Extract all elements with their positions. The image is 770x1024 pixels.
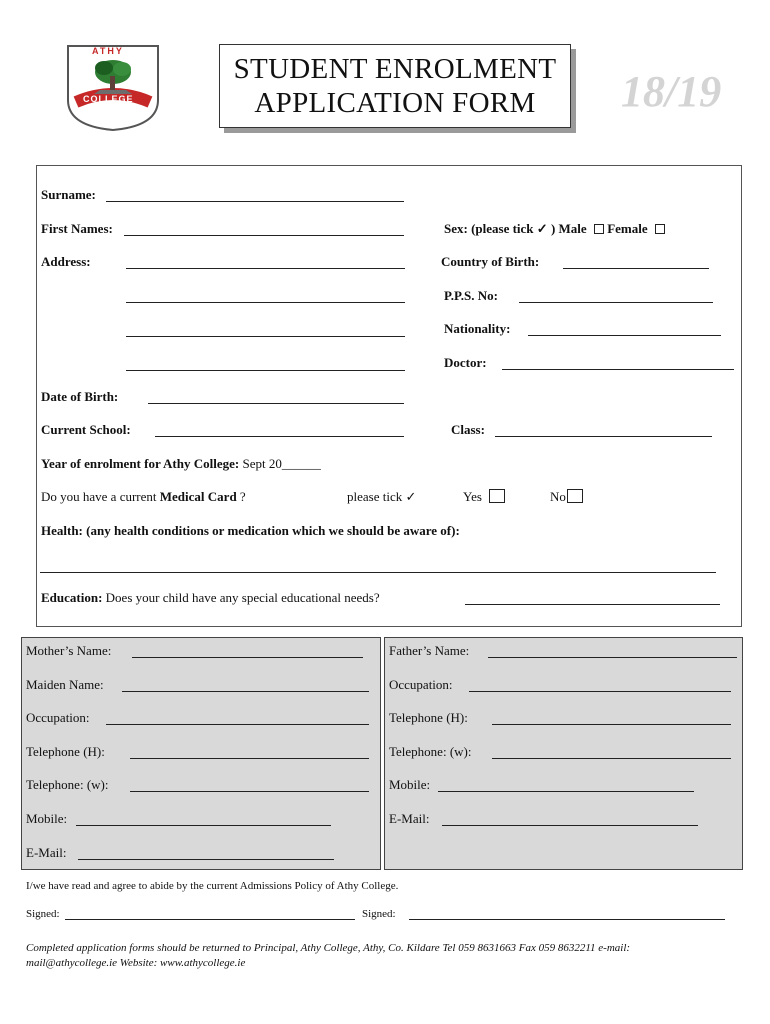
surname-field[interactable]: [106, 201, 404, 202]
address-line-3[interactable]: [126, 336, 405, 337]
father-mobile-field[interactable]: [438, 791, 694, 792]
medical-yes-checkbox[interactable]: [489, 489, 505, 503]
nationality-label: Nationality:: [444, 321, 511, 336]
mother-telephone-h-field[interactable]: [130, 758, 369, 759]
date-of-birth-label: Date of Birth:: [41, 389, 119, 404]
country-of-birth-field[interactable]: [563, 268, 709, 269]
address-label: Address:: [41, 254, 91, 269]
current-school-field[interactable]: [155, 436, 404, 437]
please-tick-label: please tick ✓: [347, 489, 417, 504]
first-names-field[interactable]: [124, 235, 404, 236]
education-question: Does your child have any special educational needs?: [102, 590, 380, 605]
pps-no-field[interactable]: [519, 302, 713, 303]
form-title-line2: APPLICATION FORM: [254, 87, 536, 119]
address-line-1[interactable]: [126, 268, 405, 269]
father-email-label: E-Mail:: [389, 811, 430, 826]
father-occupation-label: Occupation:: [389, 677, 453, 692]
medical-yes-option: [463, 489, 505, 505]
class-label: Class:: [451, 422, 485, 437]
address-line-2[interactable]: [126, 302, 405, 303]
academic-year: 18/19: [621, 67, 722, 116]
mother-occupation-label: Occupation:: [26, 710, 90, 725]
maiden-name-field[interactable]: [122, 691, 369, 692]
medical-card-question: [41, 489, 246, 505]
signed-label-2: Signed:: [362, 908, 396, 920]
medical-no-option: [550, 489, 583, 505]
father-telephone-h-field[interactable]: [492, 724, 731, 725]
female-checkbox[interactable]: [655, 224, 665, 234]
education-row: [41, 590, 380, 606]
father-name-label: Father’s Name:: [389, 643, 470, 658]
medical-no-checkbox[interactable]: [567, 489, 583, 503]
address-line-4[interactable]: [126, 370, 405, 371]
doctor-field[interactable]: [502, 369, 734, 370]
medical-card-post: ?: [236, 489, 246, 504]
return-instructions-line2: mail@athycollege.ie Website: www.athycollege.ie: [26, 957, 246, 969]
logo-top-text: ATHY: [92, 46, 124, 56]
year-of-enrolment-label: Year of enrolment for Athy College:: [41, 456, 240, 471]
signature-field-2[interactable]: [409, 919, 725, 920]
form-title-line1: STUDENT ENROLMENT: [233, 53, 557, 85]
mother-email-label: E-Mail:: [26, 845, 67, 860]
education-label: Education:: [41, 590, 103, 605]
doctor-label: Doctor:: [444, 355, 487, 370]
father-telephone-h-label: Telephone (H):: [389, 710, 468, 725]
mother-name-label: Mother’s Name:: [26, 643, 112, 658]
logo-bottom-text: COLLEGE: [83, 94, 134, 104]
sept-field[interactable]: Sept 20______: [242, 456, 321, 471]
mother-mobile-label: Mobile:: [26, 811, 68, 826]
mother-mobile-field[interactable]: [76, 825, 331, 826]
father-email-field[interactable]: [442, 825, 698, 826]
signature-field-1[interactable]: [65, 919, 355, 920]
father-occupation-field[interactable]: [469, 691, 731, 692]
father-telephone-w-label: Telephone: (w):: [389, 744, 472, 759]
medical-card-bold: Medical Card: [159, 489, 237, 504]
no-label: No: [550, 489, 566, 504]
health-label: Health: (any health conditions or medication which we should be aware of):: [41, 523, 460, 538]
nationality-field[interactable]: [528, 335, 721, 336]
education-field[interactable]: [465, 604, 720, 605]
male-checkbox[interactable]: [594, 224, 604, 234]
return-instructions-line1: Completed application forms should be returned to Principal, Athy College, Athy, Co. Kildare Tel 059 8631663 Fax 059 8632211 e-mail:: [26, 942, 631, 954]
surname-label: Surname:: [41, 187, 96, 202]
father-mobile-label: Mobile:: [389, 777, 431, 792]
form-title-box: [219, 44, 571, 128]
medical-card-pre: Do you have a current: [41, 489, 160, 504]
mother-telephone-w-field[interactable]: [130, 791, 369, 792]
country-of-birth-label: Country of Birth:: [441, 254, 540, 269]
admissions-agreement: I/we have read and agree to abide by the current Admissions Policy of Athy College.: [26, 880, 399, 892]
first-names-label: First Names:: [41, 221, 113, 236]
father-telephone-w-field[interactable]: [492, 758, 731, 759]
sex-label: Sex: (please tick: [444, 221, 534, 236]
mother-occupation-field[interactable]: [106, 724, 369, 725]
male-label: ) Male: [550, 221, 587, 236]
mother-telephone-h-label: Telephone (H):: [26, 744, 105, 759]
health-field[interactable]: [40, 572, 716, 573]
yes-label: Yes: [463, 489, 482, 504]
maiden-name-label: Maiden Name:: [26, 677, 104, 692]
sex-row: [444, 221, 665, 237]
mother-telephone-w-label: Telephone: (w):: [26, 777, 109, 792]
father-name-field[interactable]: [488, 657, 737, 658]
tick-icon: ✓: [536, 221, 548, 236]
return-instructions: [26, 941, 751, 971]
date-of-birth-field[interactable]: [148, 403, 404, 404]
pps-no-label: P.P.S. No:: [444, 288, 498, 303]
signed-label-1: Signed:: [26, 908, 60, 920]
current-school-label: Current School:: [41, 422, 131, 437]
female-label: Female: [607, 221, 648, 236]
year-of-enrolment-row: [41, 456, 321, 472]
college-logo: [64, 42, 162, 132]
mother-name-field[interactable]: [132, 657, 363, 658]
class-field[interactable]: [495, 436, 712, 437]
mother-email-field[interactable]: [78, 859, 334, 860]
